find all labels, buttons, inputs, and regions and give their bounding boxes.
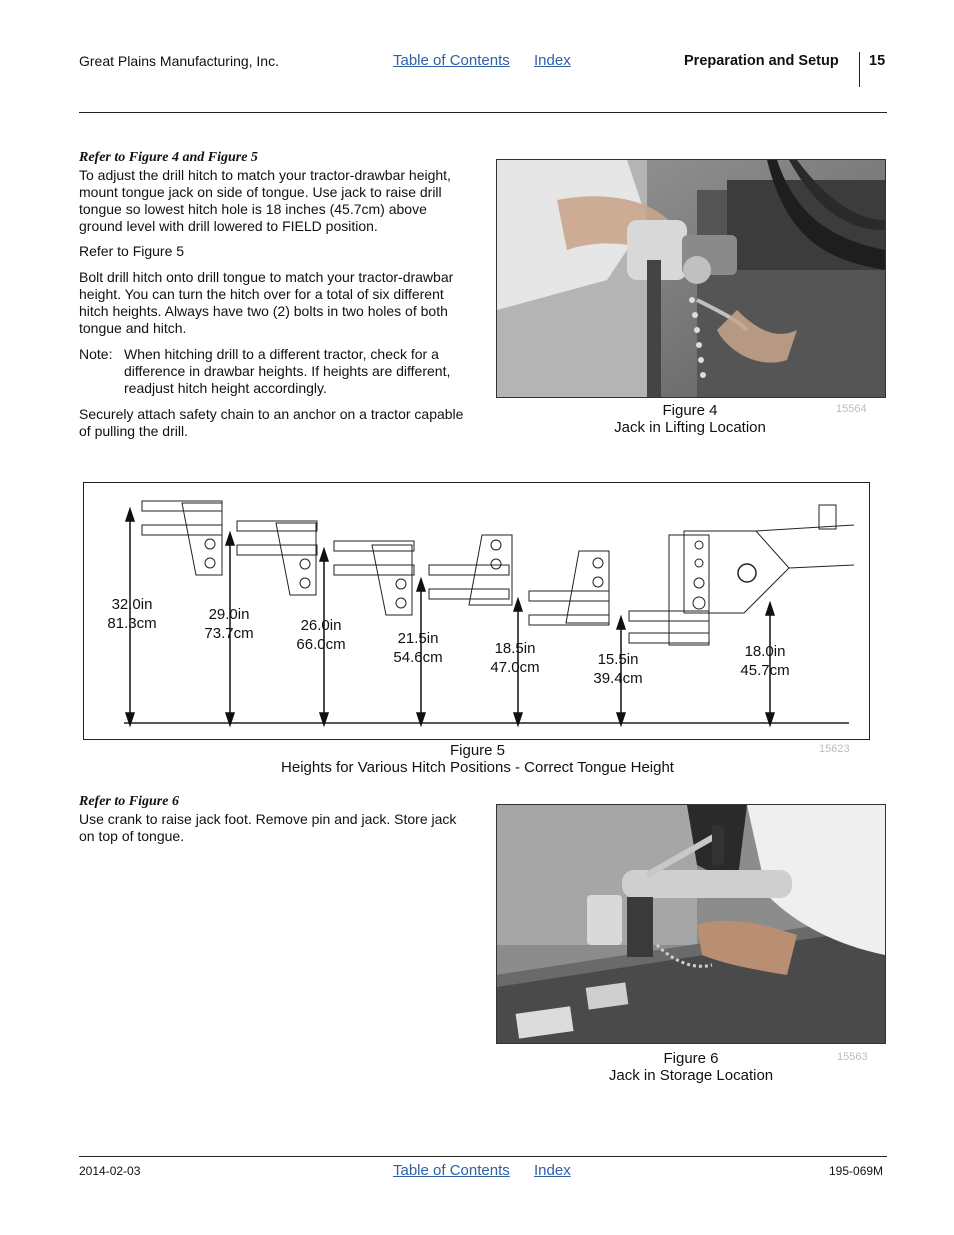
section1-para4: Securely attach safety chain to an anchor on a tractor capable of pulling the drill. — [79, 406, 464, 439]
header-toc-link[interactable]: Table of Contents — [393, 52, 510, 69]
section1-text — [79, 150, 469, 440]
note-label: Note: — [79, 346, 113, 362]
figure5-title: Figure 5 — [449, 742, 506, 759]
figure6-part-number: 15563 — [837, 1051, 868, 1063]
note-block — [79, 346, 469, 397]
footer-doc-number: 195-069M — [829, 1164, 884, 1178]
section1-para2: Refer to Figure 5 — [79, 243, 185, 259]
section-title: Preparation and Setup — [684, 53, 839, 69]
footer-index-link[interactable]: Index — [534, 1162, 571, 1179]
section1-lead: Refer to Figure 4 and Figure 5 — [79, 150, 258, 165]
section2-lead: Refer to Figure 6 — [79, 794, 179, 809]
figure4-caption — [584, 402, 796, 436]
figure5-caption-text: Heights for Various Hitch Positions - Correct Tongue Height — [281, 759, 674, 776]
height-label-5: 18.5in 47.0cm — [490, 640, 540, 676]
figure6-photo — [496, 804, 886, 1044]
section2-text — [79, 794, 471, 845]
figure4-part-number: 15564 — [836, 403, 867, 415]
section1-para1: To adjust the drill hitch to match your tractor-drawbar height, mount tongue jack on side of tongue. Use jack to raise drill tongue so lowest hitch hole is 18 inches (45.7cm) above ground level with drill lowered to FIELD position. — [79, 167, 451, 234]
company-name: Great Plains Manufacturing, Inc. — [79, 53, 279, 69]
figure4-caption-text: Jack in Lifting Location — [614, 419, 766, 436]
jack-lifting-illustration — [497, 160, 885, 397]
figure4-photo — [496, 159, 886, 398]
figure5-diagram — [83, 482, 870, 740]
height-label-2: 29.0in 73.7cm — [204, 606, 254, 642]
section2-para1: Use crank to raise jack foot. Remove pin and jack. Store jack on top of tongue. — [79, 811, 457, 844]
note-text: When hitching drill to a different tractor, check for a difference in drawbar heights. If heights are different, readjust hitch height accordingly. — [124, 346, 451, 396]
jack-storage-illustration — [497, 805, 885, 1043]
footer-date: 2014-02-03 — [79, 1164, 141, 1178]
page-number: 15 — [869, 53, 886, 69]
section1-para3: Bolt drill hitch onto drill tongue to match your tractor-drawbar height. You can turn the hitch over for a total of six different hitch heights. Always have two (2) bolts in two holes of both tongue and hitch. — [79, 269, 454, 336]
header-rule — [79, 112, 887, 113]
header-index-link[interactable]: Index — [534, 52, 571, 69]
header-divider — [859, 52, 860, 87]
figure4-title: Figure 4 — [662, 402, 718, 419]
figure5-caption — [250, 742, 705, 776]
footer-toc-link[interactable]: Table of Contents — [393, 1162, 510, 1179]
figure6-caption-text: Jack in Storage Location — [608, 1067, 774, 1084]
figure5-part-number: 15623 — [819, 743, 850, 755]
height-label-7: 18.0in 45.7cm — [740, 643, 790, 679]
footer-rule — [79, 1156, 887, 1157]
height-label-6: 15.5in 39.4cm — [593, 651, 643, 687]
figure6-caption — [585, 1050, 797, 1084]
height-label-4: 21.5in 54.6cm — [393, 630, 443, 666]
figure6-title: Figure 6 — [663, 1050, 719, 1067]
height-label-3: 26.0in 66.0cm — [296, 617, 346, 653]
height-label-1: 32.0in 81.3cm — [107, 596, 157, 632]
